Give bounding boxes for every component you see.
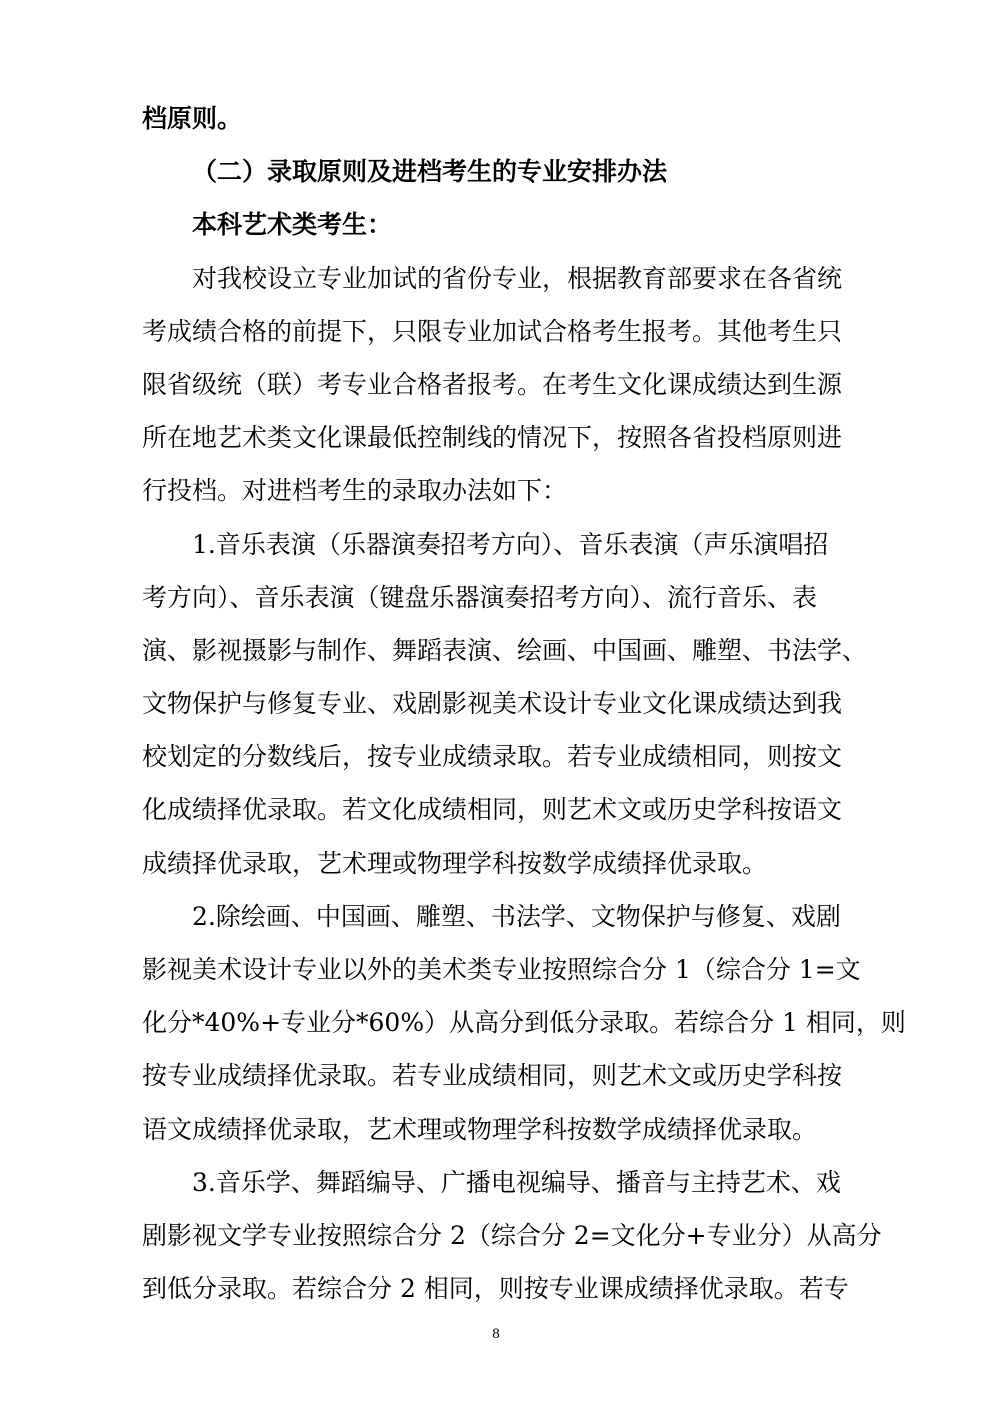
subsection-heading: 本科艺术类考生： — [192, 210, 393, 240]
text-line: 成绩择优录取，艺术理或物理学科按数学成绩择优录取。 — [142, 848, 768, 878]
text-line: 考成绩合格的前提下，只限专业加试合格考生报考。其他考生只 — [142, 316, 843, 346]
text-line: 按专业成绩择优录取。若专业成绩相同，则艺术文或历史学科按 — [142, 1061, 843, 1091]
text-line: 文物保护与修复专业、戏剧影视美术设计专业文化课成绩达到我 — [142, 689, 843, 719]
text-line: 化成绩择优录取。若文化成绩相同，则艺术文或历史学科按语文 — [142, 795, 843, 825]
document-body — [142, 92, 906, 1315]
page-number: 8 — [492, 1326, 500, 1342]
text-line: 化分*40%+专业分*60%）从高分到低分录取。若综合分 1 相同，则 — [142, 1008, 906, 1038]
text-line: 语文成绩择优录取，艺术理或物理学科按数学成绩择优录取。 — [142, 1114, 818, 1144]
text-line: 限省级统（联）考专业合格者报考。在考生文化课成绩达到生源 — [142, 369, 843, 399]
text-line: 演、影视摄影与制作、舞蹈表演、绘画、中国画、雕塑、书法学、 — [142, 635, 868, 665]
text-line: 校划定的分数线后，按专业成绩录取。若专业成绩相同，则按文 — [142, 742, 843, 772]
text-line: 3.音乐学、舞蹈编导、广播电视编导、播音与主持艺术、戏 — [192, 1167, 841, 1197]
text-line: 考方向）、音乐表演（键盘乐器演奏招考方向）、流行音乐、表 — [142, 582, 818, 612]
text-line: 到低分录取。若综合分 2 相同，则按专业课成绩择优录取。若专 — [142, 1274, 849, 1304]
text-line: 对我校设立专业加试的省份专业，根据教育部要求在各省统 — [192, 263, 843, 293]
text-line: 档原则。 — [142, 104, 243, 133]
text-line: 2.除绘画、中国画、雕塑、书法学、文物保护与修复、戏剧 — [192, 901, 841, 931]
text-line: 所在地艺术类文化课最低控制线的情况下，按照各省投档原则进 — [142, 423, 843, 453]
text-line: 剧影视文学专业按照综合分 2（综合分 2=文化分+专业分）从高分 — [142, 1220, 882, 1250]
section-heading: （二）录取原则及进档考生的专业安排办法 — [192, 157, 668, 187]
text-line: 行投档。对进档考生的录取办法如下： — [142, 476, 568, 506]
text-line: 影视美术设计专业以外的美术类专业按照综合分 1（综合分 1=文 — [142, 955, 861, 984]
text-line: 1.音乐表演（乐器演奏招考方向）、音乐表演（声乐演唱招 — [192, 529, 829, 559]
